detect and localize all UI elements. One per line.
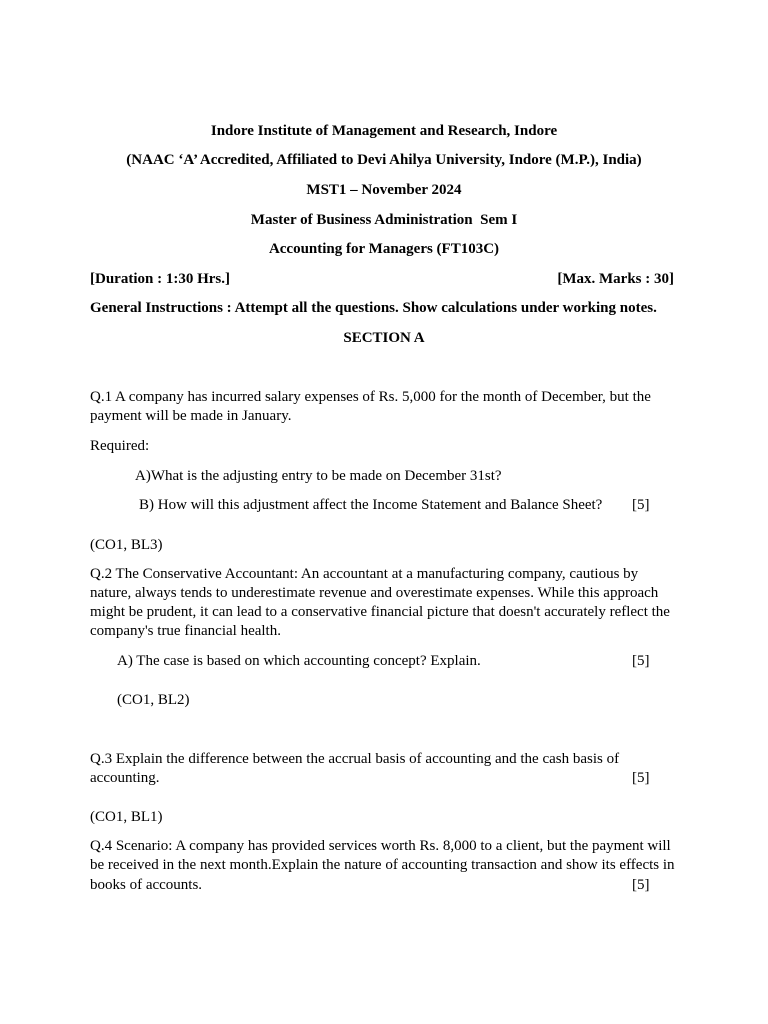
q1-marks: [5] (632, 497, 650, 513)
q4-marks: [5] (632, 877, 650, 893)
exam-title: MST1 – November 2024 (306, 182, 462, 198)
program-title: Master of Business Administration Sem I (250, 212, 518, 228)
course-title: Accounting for Managers (FT103C) (268, 241, 500, 257)
duration-label: [Duration : 1:30 Hrs.] (90, 271, 230, 287)
general-instructions: General Instructions : Attempt all the questions. Show calculations under working notes. (90, 300, 657, 316)
q2-text: Q.2 The Conservative Accountant: An accountant at a manufacturing company, cautious by nature, always tends to underestimate revenue and overestimate expenses. While this approach might be prudent, it can lead to a conservative financial picture that doesn't accurately reflect the company's true financial health. (90, 566, 670, 639)
accreditation-line: (NAAC ‘A’ Accredited, Affiliated to Devi Ahilya University, Indore (M.P.), India) (126, 152, 642, 168)
q1-text-line1: Q.1 A company has incurred salary expenses of Rs. 5,000 for the month of December, but the (90, 389, 651, 405)
section-heading: SECTION A (343, 330, 425, 346)
q3-text-line2: accounting. (90, 770, 160, 786)
q1-part-a: A)What is the adjusting entry to be made on December 31st? (135, 468, 502, 484)
q1-course-outcome: (CO1, BL3) (90, 537, 163, 553)
q3-text-line1: Q.3 Explain the difference between the accrual basis of accounting and the cash basis of (90, 751, 620, 767)
q1-required-label: Required: (90, 438, 150, 454)
q3-course-outcome: (CO1, BL1) (90, 809, 163, 825)
institute-name: Indore Institute of Management and Research, Indore (210, 123, 558, 139)
q4-text-line2: be received in the next month.Explain the nature of accounting transaction and show its effects in (90, 857, 675, 873)
q4-text-line3: books of accounts. (90, 877, 203, 893)
max-marks-label: [Max. Marks : 30] (557, 271, 674, 287)
q2-part-a: A) The case is based on which accounting concept? Explain. (117, 653, 481, 669)
q3-marks: [5] (632, 770, 650, 786)
q2-course-outcome: (CO1, BL2) (117, 692, 190, 708)
q4-text-line1: Q.4 Scenario: A company has provided services worth Rs. 8,000 to a client, but the payment will (90, 838, 671, 854)
q2-marks: [5] (632, 653, 650, 669)
q1-part-b: B) How will this adjustment affect the Income Statement and Balance Sheet? (139, 497, 603, 513)
q1-text-line2: payment will be made in January. (90, 408, 292, 424)
